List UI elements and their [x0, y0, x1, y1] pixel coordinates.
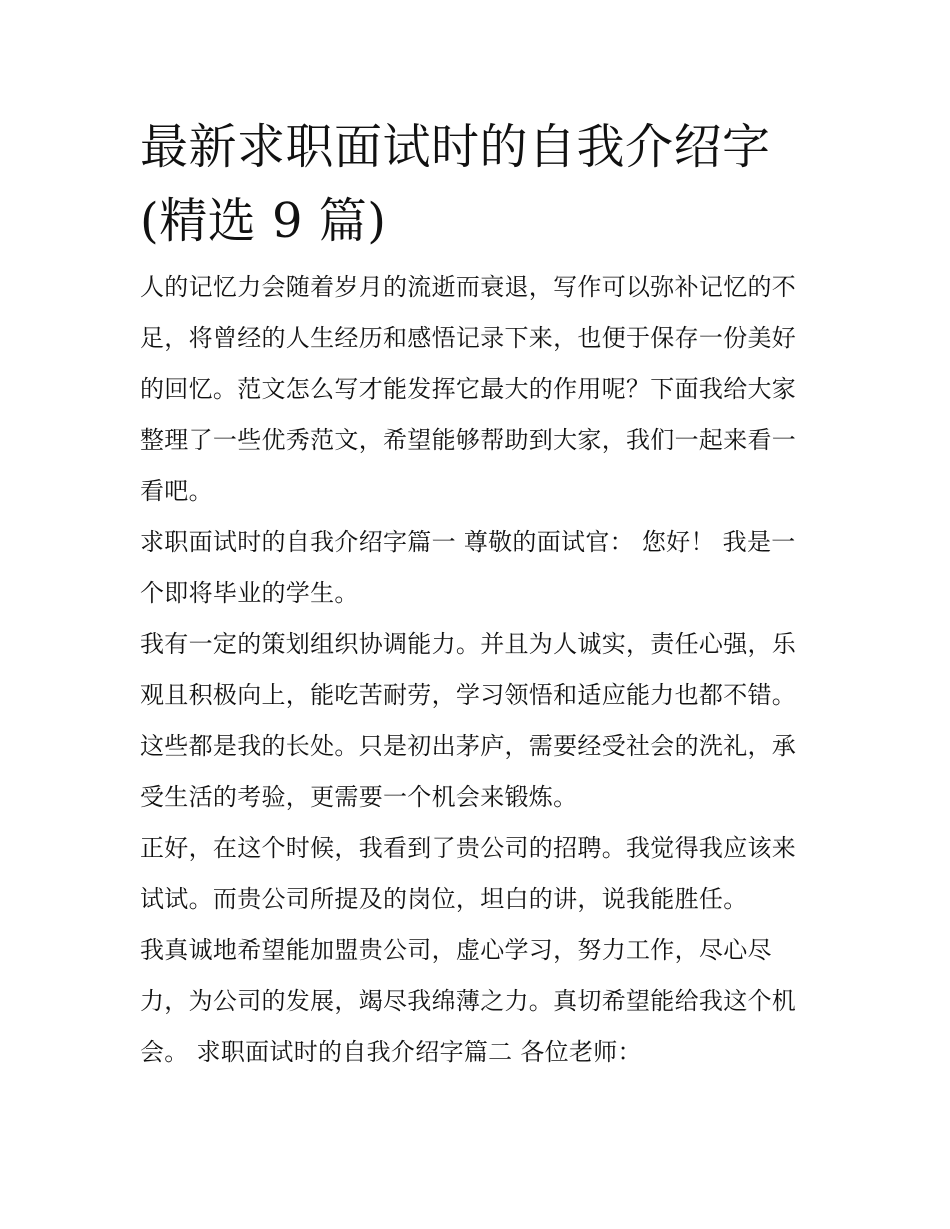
paragraph-opportunity: 正好，在这个时候，我看到了贵公司的招聘。我觉得我应该来试试。而贵公司所提及的岗位，坦白的讲，说我能胜任。: [140, 834, 797, 913]
document-title: 最新求职面试时的自我介绍字(精选 9 篇): [140, 119, 771, 249]
paragraph-closing: 我真诚地希望能加盟贵公司，虚心学习，努力工作，尽心尽力，为公司的发展，竭尽我绵薄之力。真切希望能给我这个机会。 求职面试时的自我介绍字篇二 各位老师：: [140, 936, 797, 1066]
paragraph-intro: 人的记忆力会随着岁月的流逝而衰退，写作可以弥补记忆的不足，将曾经的人生经历和感悟记录下来，也便于保存一份美好的回忆。范文怎么写才能发挥它最大的作用呢？下面我给大家整理了一些优秀范文，希望能够帮助到大家，我们一起来看一看吧。: [140, 273, 797, 505]
paragraph-strengths: 我有一定的策划组织协调能力。并且为人诚实，责任心强，乐观且积极向上，能吃苦耐劳，学习领悟和适应能力也都不错。这些都是我的长处。只是初出茅庐，需要经受社会的洗礼，承受生活的考验，更需要一个机会来锻炼。: [140, 630, 797, 811]
paragraph-greeting: 求职面试时的自我介绍字篇一 尊敬的面试官： 您好！ 我是一个即将毕业的学生。: [140, 528, 796, 607]
document-page: [140, 110, 815, 1078]
